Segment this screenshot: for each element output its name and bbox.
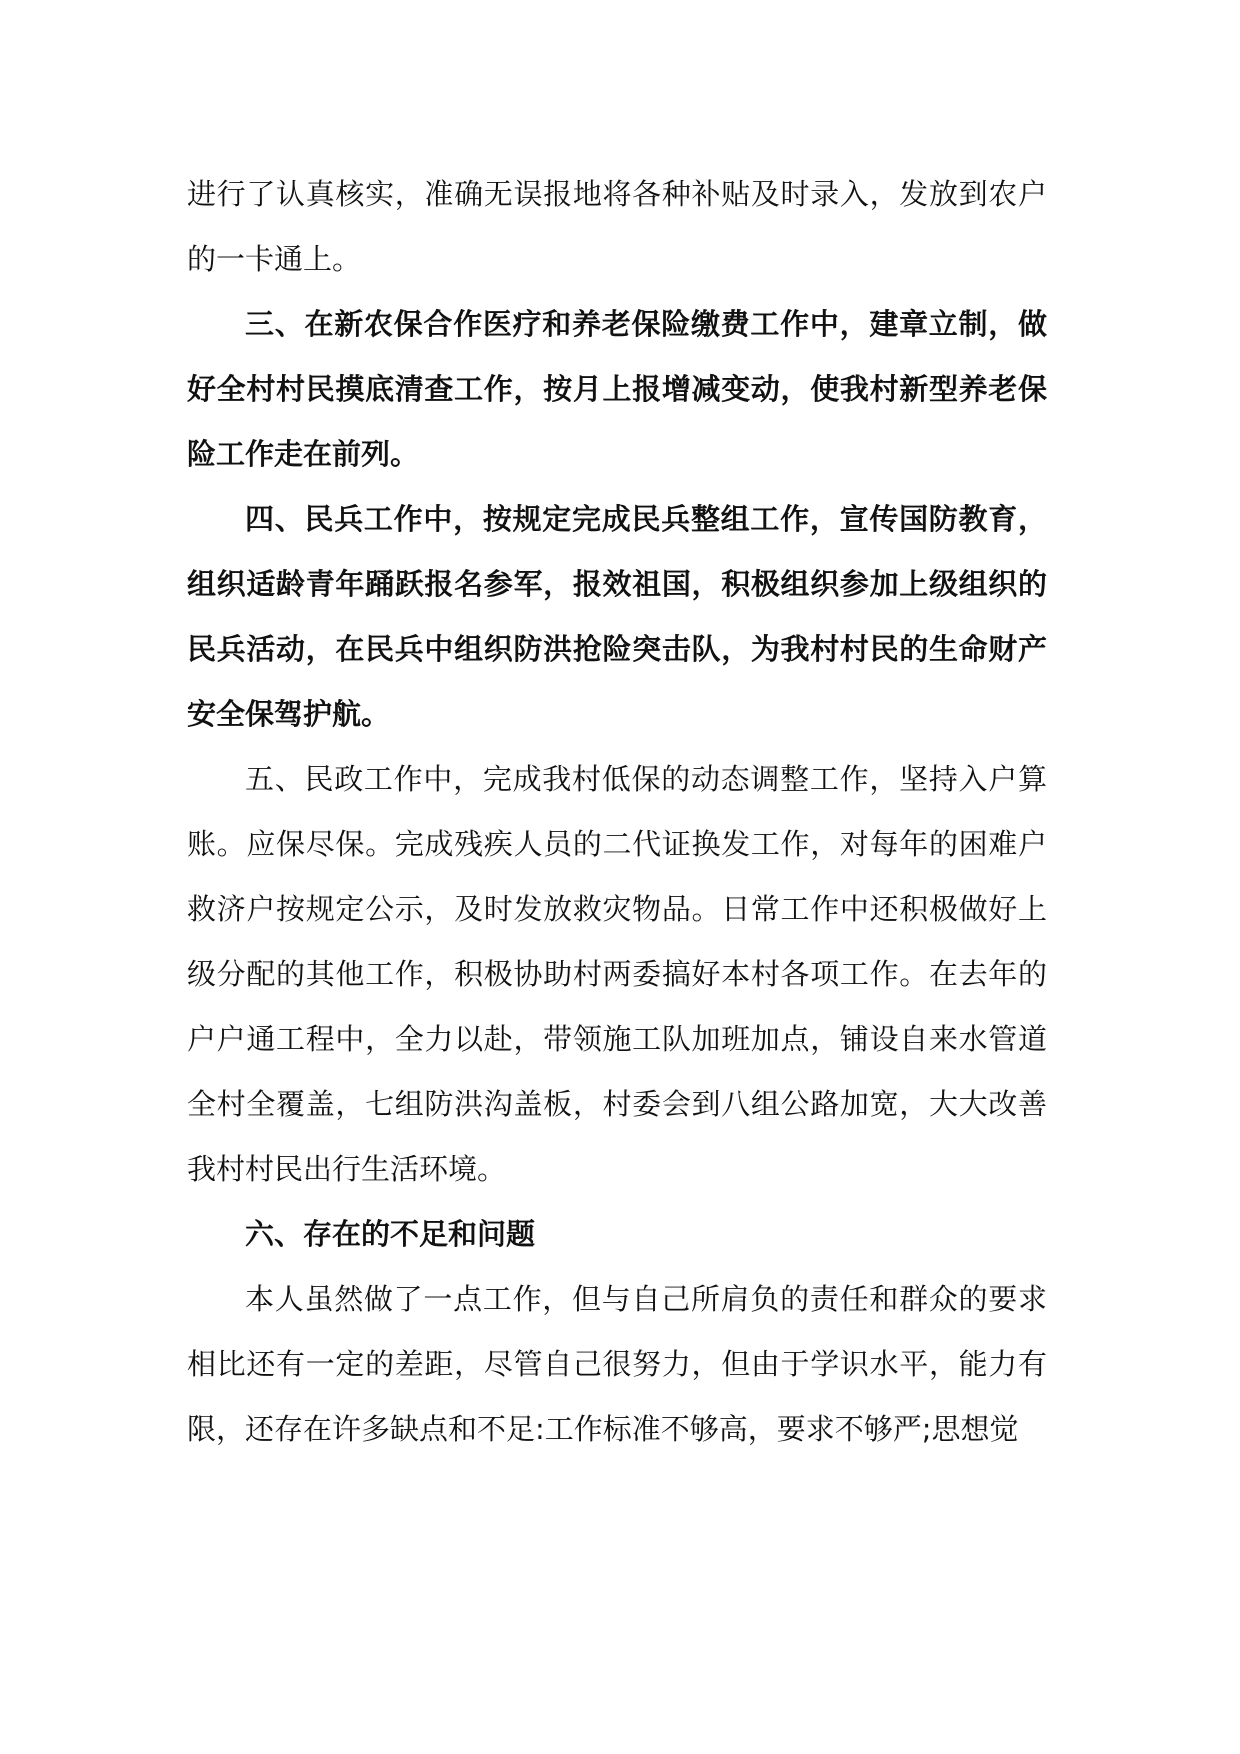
paragraph-section-three: 三、在新农保合作医疗和养老保险缴费工作中，建章立制，做好全村村民摸底清查工作，按月上报增减变动，使我村新型养老保险工作走在前列。 <box>187 307 1047 471</box>
paragraph-section-four: 四、民兵工作中，按规定完成民兵整组工作，宣传国防教育，组织适龄青年踊跃报名参军，报效祖国，积极组织参加上级组织的民兵活动，在民兵中组织防洪抢险突击队，为我村村民的生命财产安全保驾护航。 <box>187 502 1047 731</box>
paragraph-section-five: 五、民政工作中，完成我村低保的动态调整工作，坚持入户算账。应保尽保。完成残疾人员的二代证换发工作，对每年的困难户救济户按规定公示，及时发放救灾物品。日常工作中还积极做好上级分配的其他工作，积极协助村两委搞好本村各项工作。在去年的户户通工程中，全力以赴，带领施工队加班加点，铺设自来水管道全村全覆盖，七组防洪沟盖板，村委会到八组公路加宽，大大改善我村村民出行生活环境。 <box>187 762 1047 1186</box>
document-body <box>187 162 1047 1462</box>
heading-section-six: 六、存在的不足和问题 <box>245 1217 536 1251</box>
paragraph-section-six-body: 本人虽然做了一点工作，但与自己所肩负的责任和群众的要求相比还有一定的差距，尽管自己很努力，但由于学识水平，能力有限，还存在许多缺点和不足:工作标准不够高，要求不够严;思想觉 <box>187 1282 1047 1446</box>
paragraph-continuation: 进行了认真核实，准确无误报地将各种补贴及时录入，发放到农户的一卡通上。 <box>187 177 1047 276</box>
